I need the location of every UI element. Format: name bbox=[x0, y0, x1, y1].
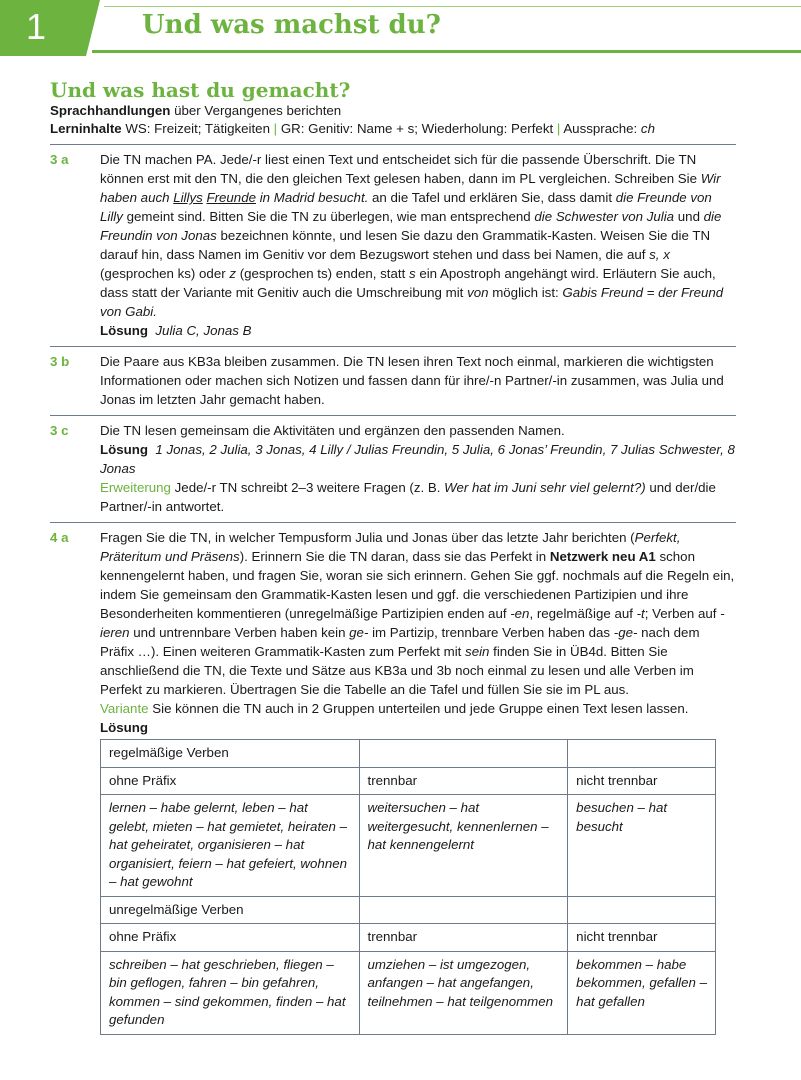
task-text: Die Paare aus KB3a bleiben zusammen. Die TN lesen ihren Text noch einmal, markieren die wichtigsten Informationen oder machen sich Notizen und fassen dann für ihre/-n Partner/-in zusammen, was Julia und Jonas im letzten Jahr gemacht haben. bbox=[100, 354, 724, 407]
table-row bbox=[101, 951, 716, 1034]
chapter-header bbox=[0, 0, 801, 56]
loesung-text: Julia C, Jonas B bbox=[155, 323, 252, 338]
table-cell bbox=[359, 896, 568, 924]
table-cell: nicht trennbar bbox=[568, 767, 716, 795]
variante-line: Variante Sie können die TN auch in 2 Gruppen unterteilen und jede Gruppe einen Text lesen lassen. bbox=[100, 701, 689, 716]
table-cell: weitersuchen – hat weitergesucht, kennenlernen – hat kennengelernt bbox=[359, 795, 568, 897]
table-cell: umziehen – ist umgezogen, anfangen – hat angefangen, teilnehmen – hat teilgenommen bbox=[359, 951, 568, 1034]
table-row bbox=[101, 896, 716, 924]
task-body bbox=[100, 150, 736, 340]
task-id: 4 a bbox=[50, 530, 69, 545]
separator: | bbox=[273, 121, 278, 136]
task-body bbox=[100, 528, 736, 1035]
lerninhalte-label: Lerninhalte bbox=[50, 121, 122, 136]
task-3c bbox=[50, 415, 736, 522]
task-text: Fragen Sie die TN, in welcher Tempusform Julia und Jonas über das letzte Jahr berichten (Perfekt, Präteritum und Präsens). Erinnern Sie die TN daran, dass sie das Perfekt in Netzwerk neu A1 schon kennengelernt haben, und fragen Sie, woran sie sich erinnern. Gehen Sie ggf. nochmals auf die Regeln ein, indem Sie gemeinsam den Grammatik-Kasten lesen und ggf. die verschiedenen Partizipien und ihre Besonderheiten kommentieren (unregelmäßige Partizipien enden auf -en, regelmäßige auf -t; Verben auf -ieren und untrennbare Verben haben kein ge- im Partizip, trennbare Verben haben das -ge- nach dem Präfix …). Einen weiteren Grammatik-Kasten zum Perfekt mit sein finden Sie in ÜB4d. Bitten Sie anschließend die TN, die Texte und Sätze aus KB3a und 3b noch einmal zu lesen und alle Verben im Perfekt zu markieren. Übertragen Sie die Tabelle an die Tafel und füllen Sie sie im PL aus. bbox=[100, 530, 735, 697]
loesung-label: Lösung bbox=[100, 323, 149, 338]
sprachhandlungen-label: Sprachhandlungen bbox=[50, 103, 171, 118]
task-id: 3 a bbox=[50, 152, 69, 167]
task-3b bbox=[50, 346, 736, 415]
table-cell: schreiben – hat geschrieben, fliegen – bin geflogen, fahren – bin gefahren, kommen – sind gekommen, finden – hat gefunden bbox=[101, 951, 360, 1034]
task-text: Die TN machen PA. Jede/-r liest einen Text und entscheidet sich für die passende Überschrift. Die TN können erst mit den TN, die den gleichen Text gelesen haben, dann im PL vergleichen. Schreiben Sie Wir haben auch Lillys Freunde in Madrid besucht. an die Tafel und erklären Sie, dass damit die Freunde von Lilly gemeint sind. Bitten Sie die TN zu überlegen, wie man entsprechend die Schwester von Julia und die Freundin von Jonas bezeichnen könnte, und lesen Sie dazu den Grammatik-Kasten. Weisen Sie die TN darauf hin, dass Namen im Genitiv vor dem Bezugswort stehen und dass bei Namen, die auf s, x (gesprochen ks) oder z (gesprochen ts) enden, statt s ein Apostroph angehängt wird. Erläutern Sie auch, dass statt der Variante mit Genitiv auch die Umschreibung mit von möglich ist: Gabis Freund = der Freund von Gabi. bbox=[100, 152, 724, 319]
task-body bbox=[100, 421, 736, 516]
lerninhalte-gr: GR: Genitiv: Name + s; Wiederholung: Perfekt bbox=[280, 121, 554, 136]
lerninhalte-aussprache: Aussprache: bbox=[563, 121, 641, 136]
loesung-text: 1 Jonas, 2 Julia, 3 Jonas, 4 Lilly / Julias Freundin, 5 Julia, 6 Jonas’ Freundin, 7 Julias Schwester, 8 Jonas bbox=[100, 442, 735, 476]
chapter-number-box bbox=[0, 0, 100, 56]
task-list bbox=[50, 144, 736, 1041]
table-cell: ohne Präfix bbox=[101, 924, 360, 952]
header-rule bbox=[92, 50, 801, 53]
table-cell bbox=[568, 740, 716, 768]
task-id: 3 b bbox=[50, 354, 70, 369]
task-3a bbox=[50, 144, 736, 346]
table-row bbox=[101, 767, 716, 795]
loesung-label: Lösung bbox=[100, 720, 149, 735]
table-row bbox=[101, 924, 716, 952]
sprachhandlungen-text: über Vergangenes berichten bbox=[174, 103, 342, 118]
table-cell: unregelmäßige Verben bbox=[101, 896, 360, 924]
loesung-line bbox=[100, 718, 736, 737]
table-cell: trennbar bbox=[359, 924, 568, 952]
section-title: Und was hast du gemacht? bbox=[50, 78, 351, 102]
task-id: 3 c bbox=[50, 423, 69, 438]
loesung-label: Lösung bbox=[100, 442, 149, 457]
table-cell bbox=[568, 896, 716, 924]
table-cell: regelmäßige Verben bbox=[101, 740, 360, 768]
lerninhalte-line bbox=[50, 120, 655, 138]
separator: | bbox=[556, 121, 561, 136]
table-cell: bekommen – habe bekommen, gefallen – hat gefallen bbox=[568, 951, 716, 1034]
table-cell: trennbar bbox=[359, 767, 568, 795]
lerninhalte-ws: WS: Freizeit; Tätigkeiten bbox=[125, 121, 270, 136]
table-cell bbox=[359, 740, 568, 768]
table-row bbox=[101, 795, 716, 897]
task-4a bbox=[50, 522, 736, 1041]
lerninhalte-ch: ch bbox=[640, 121, 655, 136]
sprachhandlungen-line bbox=[50, 102, 655, 120]
header-rule-top bbox=[104, 6, 801, 7]
erweiterung-line: Erweiterung Jede/-r TN schreibt 2–3 weitere Fragen (z. B. Wer hat im Juni sehr viel gelernt?) und der/die Partner/-in antwortet. bbox=[100, 480, 716, 514]
table-row bbox=[101, 740, 716, 768]
table-cell: ohne Präfix bbox=[101, 767, 360, 795]
chapter-title: Und was machst du? bbox=[142, 10, 441, 40]
task-text: Die TN lesen gemeinsam die Aktivitäten und ergänzen den passenden Namen. bbox=[100, 423, 565, 438]
lesson-meta bbox=[50, 102, 655, 138]
solution-table bbox=[100, 739, 716, 1035]
table-cell: besuchen – hat besucht bbox=[568, 795, 716, 897]
chapter-number: 1 bbox=[26, 6, 47, 47]
erweiterung-label: Erweiterung bbox=[100, 480, 171, 495]
table-cell: lernen – habe gelernt, leben – hat gelebt, mieten – hat gemietet, heiraten – hat geheiratet, organisieren – hat organisiert, feiern – hat gefeiert, wohnen – hat gewohnt bbox=[101, 795, 360, 897]
loesung-line bbox=[100, 321, 736, 340]
loesung-line bbox=[100, 440, 736, 478]
table-cell: nicht trennbar bbox=[568, 924, 716, 952]
variante-label: Variante bbox=[100, 701, 149, 716]
